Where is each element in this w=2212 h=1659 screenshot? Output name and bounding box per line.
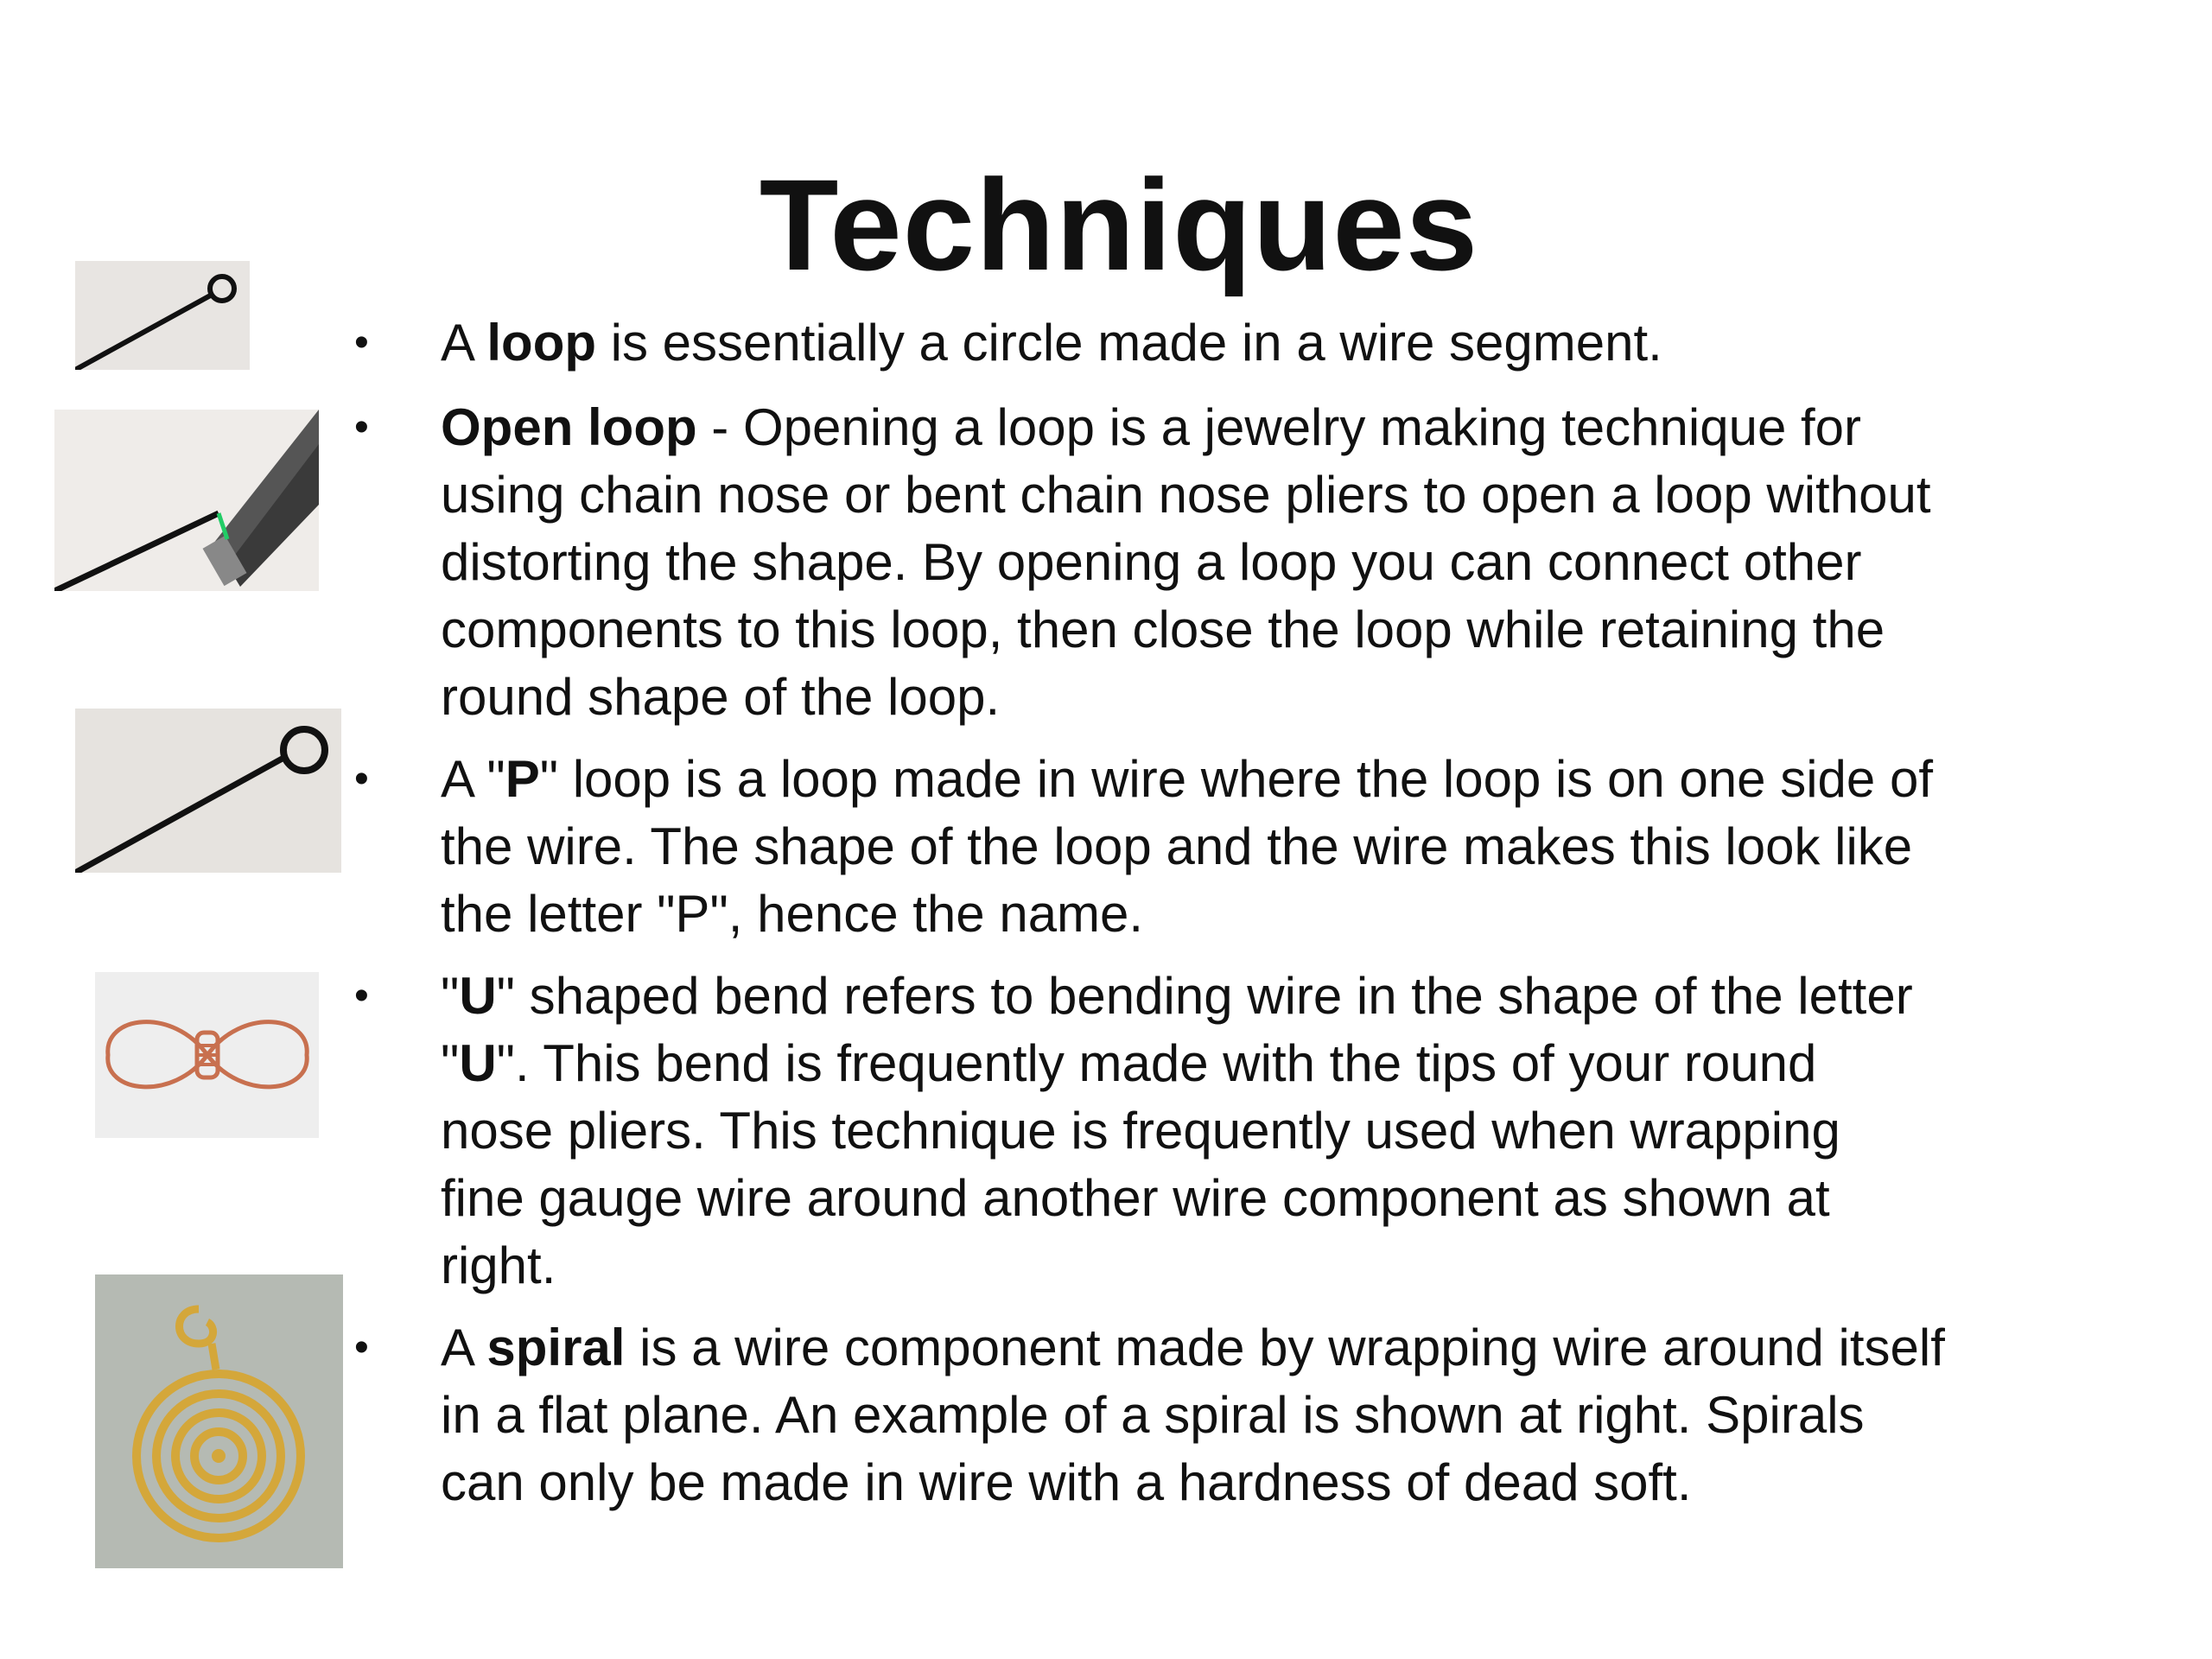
p-loop-drawing (75, 709, 341, 873)
list-item (354, 963, 2117, 1300)
bullet-glyph: • (354, 320, 369, 365)
list-item (354, 746, 2117, 948)
bullet-text: right. (441, 1236, 556, 1294)
bullet-bold-term: P (505, 750, 540, 808)
bullet-bold-term: U (459, 1034, 497, 1092)
bullet-text: ". This bend is frequently made with the tips of your round (496, 1034, 1817, 1092)
bullet-glyph: • (354, 756, 369, 802)
bullet-text: A " (441, 750, 505, 808)
loop-wire-image (75, 261, 250, 370)
bullet-text: components to this loop, then close the loop while retaining the (441, 601, 1885, 658)
technique-bullet-list (354, 309, 2117, 1516)
loop-wire-drawing (75, 261, 250, 370)
bullet-text: A (441, 314, 487, 372)
bullet-text: nose pliers. This technique is frequently used when wrapping (441, 1102, 1840, 1160)
bullet-text: is a wire component made by wrapping wire around itself (625, 1319, 1945, 1376)
spiral-drawing (95, 1274, 343, 1568)
u-bend-image (95, 972, 319, 1138)
bullet-bold-term: spiral (486, 1319, 626, 1376)
list-item (354, 1314, 2117, 1516)
bullet-text: " (441, 967, 460, 1025)
bullet-bold-term: loop (486, 314, 597, 372)
bullet-text: can only be made in wire with a hardness of dead soft. (441, 1453, 1692, 1511)
bullet-bold-term: Open loop (441, 398, 697, 456)
bullet-glyph: • (354, 1325, 369, 1370)
bullet-text: round shape of the loop. (441, 668, 1001, 726)
bullet-text: " (441, 1034, 460, 1092)
bullet-bold-term: U (459, 967, 497, 1025)
list-item (354, 394, 2117, 731)
spiral-image (95, 1274, 343, 1568)
u-bend-drawing (95, 972, 319, 1138)
bullet-text: fine gauge wire around another wire component as shown at (441, 1169, 1830, 1227)
bullet-glyph: • (354, 973, 369, 1019)
list-item (354, 309, 2117, 377)
bullet-glyph: • (354, 404, 369, 450)
bullet-text: " shaped bend refers to bending wire in the shape of the letter (496, 967, 1913, 1025)
bullet-text: the letter "P", hence the name. (441, 885, 1144, 943)
bullet-text: is essentially a circle made in a wire segment. (596, 314, 1662, 372)
bullet-text: distorting the shape. By opening a loop you can connect other (441, 533, 1862, 591)
open-loop-pliers-image (54, 410, 319, 591)
bullet-text: - Opening a loop is a jewelry making technique for (696, 398, 1862, 456)
bullet-text: using chain nose or bent chain nose pliers to open a loop without (441, 466, 1931, 524)
bullet-text: the wire. The shape of the loop and the wire makes this look like (441, 817, 1913, 875)
open-loop-pliers-drawing (54, 410, 319, 591)
slide-title: Techniques (759, 152, 1479, 297)
bullet-text: A (441, 1319, 487, 1376)
p-loop-image (75, 709, 341, 873)
bullet-text: " loop is a loop made in wire where the loop is on one side of (539, 750, 1933, 808)
bullet-text: in a flat plane. An example of a spiral is shown at right. Spirals (441, 1386, 1865, 1444)
